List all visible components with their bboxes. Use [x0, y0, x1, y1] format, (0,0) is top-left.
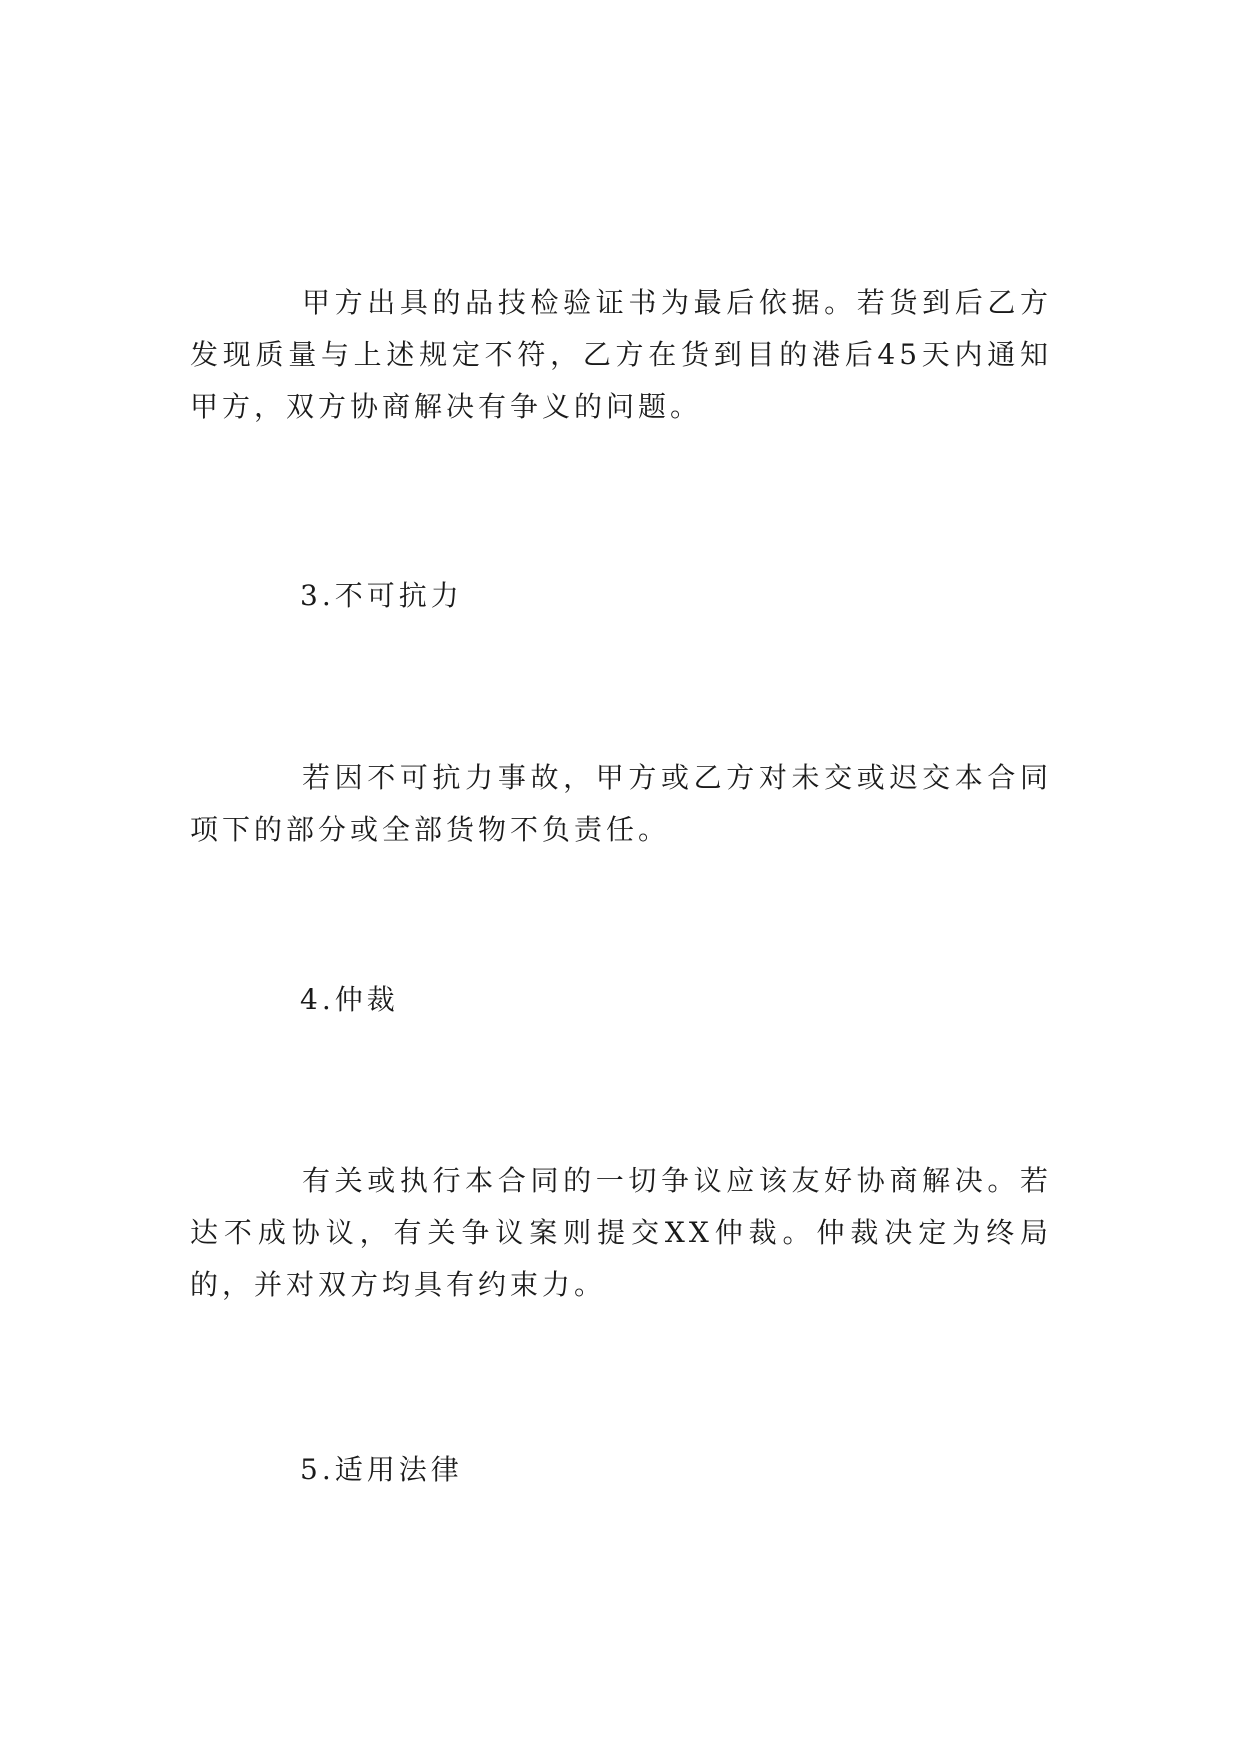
section-heading-force-majeure: 3.不可抗力 [300, 579, 463, 612]
section-heading-applicable-law: 5.适用法律 [300, 1453, 463, 1486]
section-heading-arbitration: 4.仲裁 [300, 983, 399, 1016]
paragraph-force-majeure: 若因不可抗力事故，甲方或乙方对未交或迟交本合同项下的部分或全部货物不负责任。 [190, 761, 1052, 846]
paragraph-arbitration: 有关或执行本合同的一切争议应该友好协商解决。若达不成协议，有关争议案则提交XX仲裁。仲裁决定为终局的，并对双方均具有约束力。 [190, 1164, 1052, 1301]
paragraph-inspection-basis: 甲方出具的品技检验证书为最后依据。若货到后乙方发现质量与上述规定不符，乙方在货到目的港后45天内通知甲方，双方协商解决有争义的问题。 [190, 286, 1052, 423]
